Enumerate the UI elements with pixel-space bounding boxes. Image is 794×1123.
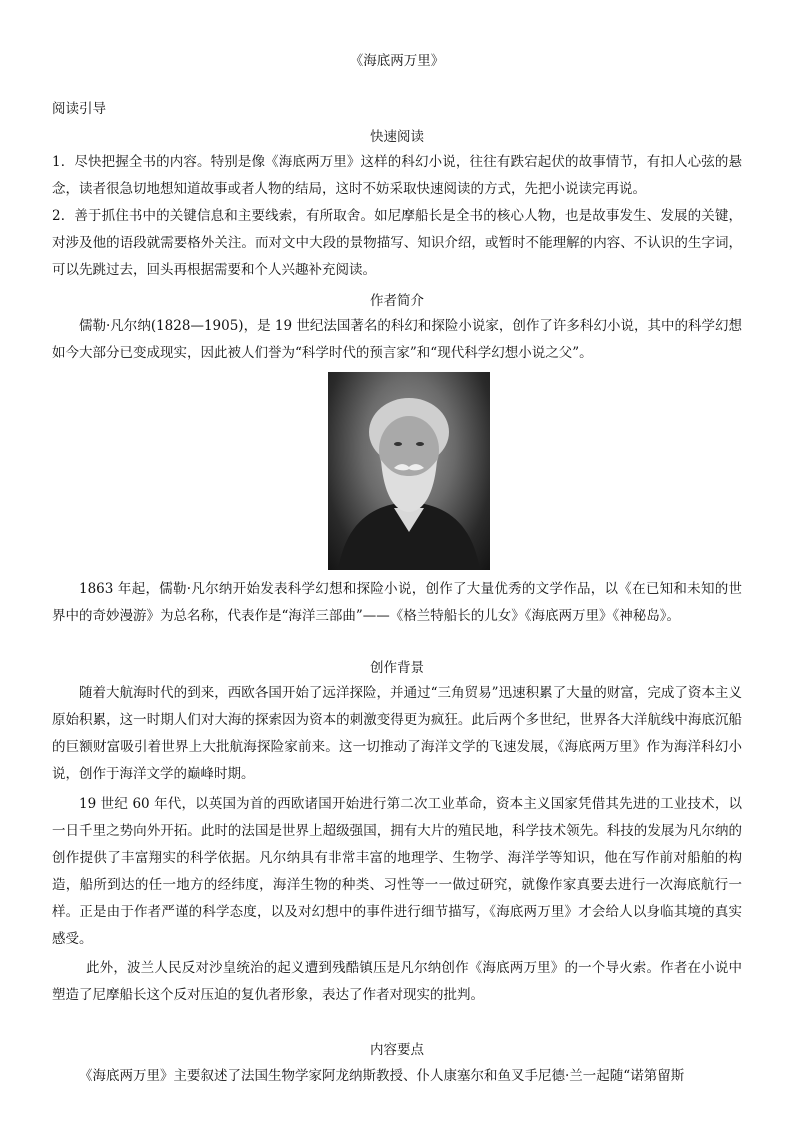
fast-reading-point-1: 1．尽快把握全书的内容。特别是像《海底两万里》这样的科幻小说，往往有跌宕起伏的故事情节，有扣人心弦的悬念，读者很急切地想知道故事或者人物的结局，这时不妨采取快速阅读的方式，先把小说读完再说。	[52, 154, 742, 197]
author-intro-paragraph: 儒勒·凡尔纳(1828—1905)，是 19 世纪法国著名的科幻和探险小说家，创作了许多科幻小说，其中的科学幻想如今大部分已变成现实，因此被人们誉为“科学时代的预言家”和“现代科学幻想小说之父”。	[52, 318, 742, 361]
reading-guide-label: 阅读引导	[52, 101, 106, 117]
author-portrait-image	[328, 372, 490, 570]
fast-reading-point-2: 2．善于抓住书中的关键信息和主要线索，有所取舍。如尼摩船长是全书的核心人物，也是故事发生、发展的关键，对涉及他的语段就需要格外关注。而对文中大段的景物描写、知识介绍，或暂时不能理解的内容、不认识的生字词，可以先跳过去，回头再根据需要和个人兴趣补充阅读。	[52, 208, 742, 278]
section-heading-background: 创作背景	[370, 660, 424, 676]
portrait-illustration	[328, 372, 490, 570]
section-heading-author: 作者简介	[370, 293, 424, 309]
section-heading-summary: 内容要点	[370, 1042, 424, 1058]
author-works-paragraph: 1863 年起，儒勒·凡尔纳开始发表科学幻想和探险小说，创作了大量优秀的文学作品，以《在已知和未知的世界中的奇妙漫游》为总名称，代表作是“海洋三部曲”——《格兰特船长的儿女》《海底两万里》《神秘岛》。	[52, 581, 742, 624]
document-title: 《海底两万里》	[349, 53, 445, 69]
background-paragraph-2: 19 世纪 60 年代，以英国为首的西欧诸国开始进行第二次工业革命，资本主义国家凭借其先进的工业技术，以一日千里之势向外开拓。此时的法国是世界上超级强国，拥有大片的殖民地，科学技术领先。科技的发展为凡尔纳的创作提供了丰富翔实的科学依据。凡尔纳具有非常丰富的地理学、生物学、海洋学等知识，他在写作前对船舶的构造，船所到达的任一地方的经纬度，海洋生物的种类、习性等一一做过研究，就像作家真要去进行一次海底航行一样。正是由于作者严谨的科学态度，以及对幻想中的事件进行细节描写，《海底两万里》才会给人以身临其境的真实感受。	[52, 796, 742, 947]
section-heading-fast-reading: 快速阅读	[370, 129, 424, 145]
background-paragraph-3: 此外，波兰人民反对沙皇统治的起义遭到残酷镇压是凡尔纳创作《海底两万里》的一个导火索。作者在小说中塑造了尼摩船长这个反对压迫的复仇者形象，表达了作者对现实的批判。	[52, 960, 742, 1003]
background-paragraph-1: 随着大航海时代的到来，西欧各国开始了远洋探险，并通过“三角贸易”迅速积累了大量的财富，完成了资本主义原始积累，这一时期人们对大海的探索因为资本的刺激变得更为疯狂。此后两个多世纪，世界各大洋航线中海底沉船的巨额财富吸引着世界上大批航海探险家前来。这一切推动了海洋文学的飞速发展，《海底两万里》作为海洋科幻小说，创作于海洋文学的巅峰时期。	[52, 685, 742, 782]
summary-paragraph: 《海底两万里》主要叙述了法国生物学家阿龙纳斯教授、仆人康塞尔和鱼叉手尼德·兰一起随“诺第留斯	[79, 1068, 685, 1084]
